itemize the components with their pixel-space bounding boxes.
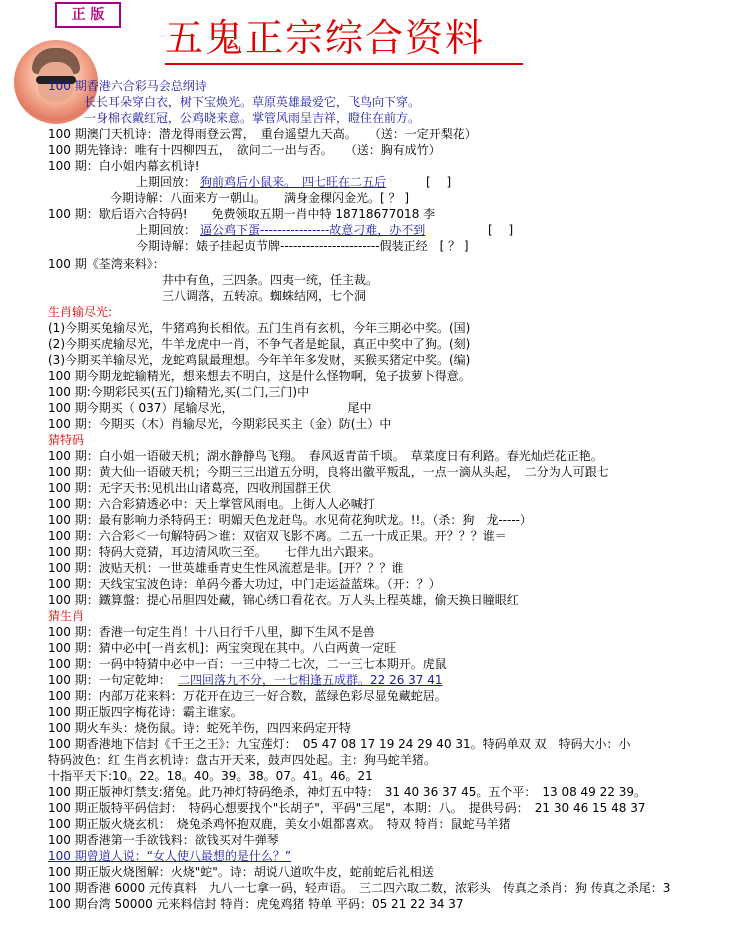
text-line: 100 期：最有影响力杀特码王：明媚天色龙赶鸟。水见荷花狗吠龙。!!。（杀：狗 龙-----）	[48, 513, 532, 527]
text-line: 100 期今期龙蛇输精光，想来想去不明白，这是什么怪物啊，兔子拔萝卜得意。	[48, 369, 471, 383]
text-line: 今期诗解：婊子挂起贞节牌-----------------------假装正经 [ ？ ]	[136, 239, 469, 253]
text-line: 100 期：白小姐内幕玄机诗!	[48, 159, 200, 173]
link-qiankun[interactable]: 二四回落九不分，一七相逢五成群。22 26 37 41	[178, 673, 443, 687]
text-line: 100 期：黄大仙一语破天机；今期三三出道五分明，良将出徽平叛乱，一点一滴从头起， 二分为人可跟七	[48, 465, 609, 479]
text-line: 上期回放：	[136, 175, 197, 189]
section-heading: 猜特码	[48, 433, 85, 447]
text-line: 100 期香港 6000 元传真料 九八一七拿一码，轻声语。 三二四六取二数，浓彩头 传真之杀肖：狗 传真之杀尾：3	[48, 881, 671, 895]
text-line: 100 期香港六合彩马会总纲诗	[48, 79, 207, 93]
text-line: 上期回放：	[136, 223, 197, 237]
section-heading: 猜生肖	[48, 609, 85, 623]
link-prev-saying[interactable]: 逼公鸡下蛋----------------故意刁难，办不到	[200, 223, 426, 237]
text-line: 100 期：六合彩猜透必中：天上掌管风雨电。上街人人必喊打	[48, 497, 375, 511]
text-line: 100 期：白小姐一语破天机；湖水静静鸟飞翔。 春风返青苗千顷。 草菜度日有利路。春光灿烂花正艳。	[48, 449, 603, 463]
text-line: 100 期：天线宝宝波色诗：单码今番大功过，中门走运益蓝珠。（开：？）	[48, 577, 441, 591]
text-line: 100 期：六合彩＜一句解特码＞谁：双宿双飞影不离。二五一十成正果。开？？？谁＝	[48, 529, 507, 543]
text-line: (2)今期买虎输尽光，牛羊龙虎中一肖，不争气者是蛇鼠，真正中奖中了狗。(刻)	[48, 337, 471, 351]
text-line: 100 期台湾 50000 元来料信封 特肖：虎兔鸡猪 特单 平码：05 21 22 34 37	[48, 897, 464, 911]
text-line: 100 期正版四字梅花诗：霸主谁家。	[48, 705, 243, 719]
text-line: 100 期：内部万花来料：万花开在边三一好合数，蓝绿色彩尽显兔藏蛇居。	[48, 689, 447, 703]
text-line: 100 期：鐵算盤：提心吊胆四处藏，锦心绣口看花衣。万人头上程英雄，偷天换日瞳眼红	[48, 593, 519, 607]
text-line: 100 期：歇后语六合特码! 免费领取五期一肖中特 18718677018 李	[48, 207, 436, 221]
page-title: 五鬼正宗综合资料	[165, 16, 486, 60]
text-line: 100 期今期买（ 037）尾输尽光， 尾中	[48, 401, 372, 415]
text-line: (3)今期买羊输尽光，龙蛇鸡鼠最理想。今年羊年多发财，买猴买猪定中奖。(编)	[48, 353, 471, 367]
text-line: 特码波色：红 生肖玄机诗：盘古开天来，鼓声四处起。主：狗马蛇羊猪。	[48, 753, 436, 767]
badge-zhengban: 正 版	[55, 2, 121, 28]
text-line: 100 期正版火烧玄机： 烧兔杀鸡怀抱双鹿，美女小姐都喜欢。 特双 特肖：鼠蛇马羊猪	[48, 817, 511, 831]
text-line: 100 期香港地下信封《千王之王》：九宝莲灯： 05 47 08 17 19 24 29 40 31。特码单双 双 特码大小：小	[48, 737, 631, 751]
text-line: 100 期香港第一手欲钱料：欲钱买对牛弹琴	[48, 833, 279, 847]
text-line: 一身棉衣戴红冠，公鸡晓来意。掌管风雨呈吉祥，瞪住在前方。	[84, 111, 421, 125]
link-zengdaoren[interactable]: 100 期曾道人说：“女人使八最想的是什么？”	[48, 849, 292, 863]
title-underline	[165, 63, 523, 65]
text-line: 100 期正版火烧图解：火烧"蛇"。诗：胡说八道吹牛皮，蛇前蛇后礼相送	[48, 865, 434, 879]
text-line: 100 期:今期彩民买(五门)输精光,买(二门,三门)中	[48, 385, 310, 399]
text-line: 十指平天下:10。22。18。40。39。38。07。41。46。21	[48, 769, 373, 783]
link-prev-answer[interactable]: 狗前鸡后小鼠来。 四七旺在二五后	[200, 175, 387, 189]
text-line: 100 期：猜中必中[一肖玄机]：两宝突现在其中。八白两黄一定旺	[48, 641, 397, 655]
text-line: 100 期：香港一句定生肖！十八日行千八里，脚下生风不是兽	[48, 625, 375, 639]
text-line: 100 期火车头：烧伤鼠。诗：蛇死羊伤，四四来码定开特	[48, 721, 351, 735]
text-line: (1)今期买兔输尽光，牛猪鸡狗长相依。五门生肖有玄机，今年三期必中奖。(国)	[48, 321, 471, 335]
text-line: [ ]	[488, 223, 514, 237]
text-line: 长长耳朵穿白衣，树下宝焕光。草原英雄最爱它，飞鸟向下穿。	[84, 95, 421, 109]
text-line: 100 期正版特平码信封： 特码心想要找个"长胡子"，平码"三尾"，本期：八。 提供号码： 21 30 46 15 48 37	[48, 801, 646, 815]
text-line: 100 期：一码中特猜中必中一百：一三中特二七次，二一三七本期开。虎鼠	[48, 657, 447, 671]
text-line: 100 期《荃湾来料》：	[48, 257, 165, 271]
text-line: 三八调落，五转凉。蜘蛛结网，七个洞	[162, 289, 367, 303]
text-line: 100 期澳门天机诗：潜龙得雨登云霄， 重台遥望九天高。 （送：一定开梨花）	[48, 127, 477, 141]
text-line: 100 期：无字天书:见机出山诸葛亮，四收刑国群王伏	[48, 481, 331, 495]
text-line: 今期诗解：八面来方一朝山。 满身金稞闪金光。[ ？ ]	[110, 191, 409, 205]
text-line: 100 期：今期买（木）肖输尽光，今期彩民买主（金）防(土）中	[48, 417, 392, 431]
text-line: 井中有鱼，三四条。四夷一统，任主裁。	[162, 273, 379, 287]
text-line: [ ]	[426, 175, 452, 189]
section-heading: 生肖输尽光:	[48, 305, 113, 319]
text-line: 100 期正版神灯禁支:猪兔。此乃神灯特码绝杀，神灯五中特： 31 40 36 37 45。五个平： 13 08 49 22 39。	[48, 785, 646, 799]
text-line: 100 期：一句定乾坤：	[48, 673, 171, 687]
text-line: 100 期先锋诗：唯有十四柳四五， 欲问二一出与否。 （送：胸有成竹）	[48, 143, 441, 157]
text-line: 100 期：波贴天机：一世英雄垂青史生性风流惹是非。[开？？？谁	[48, 561, 404, 575]
text-line: 100 期：特码大竞猜，耳边清风吹三至。 七伴九出六跟来。	[48, 545, 381, 559]
